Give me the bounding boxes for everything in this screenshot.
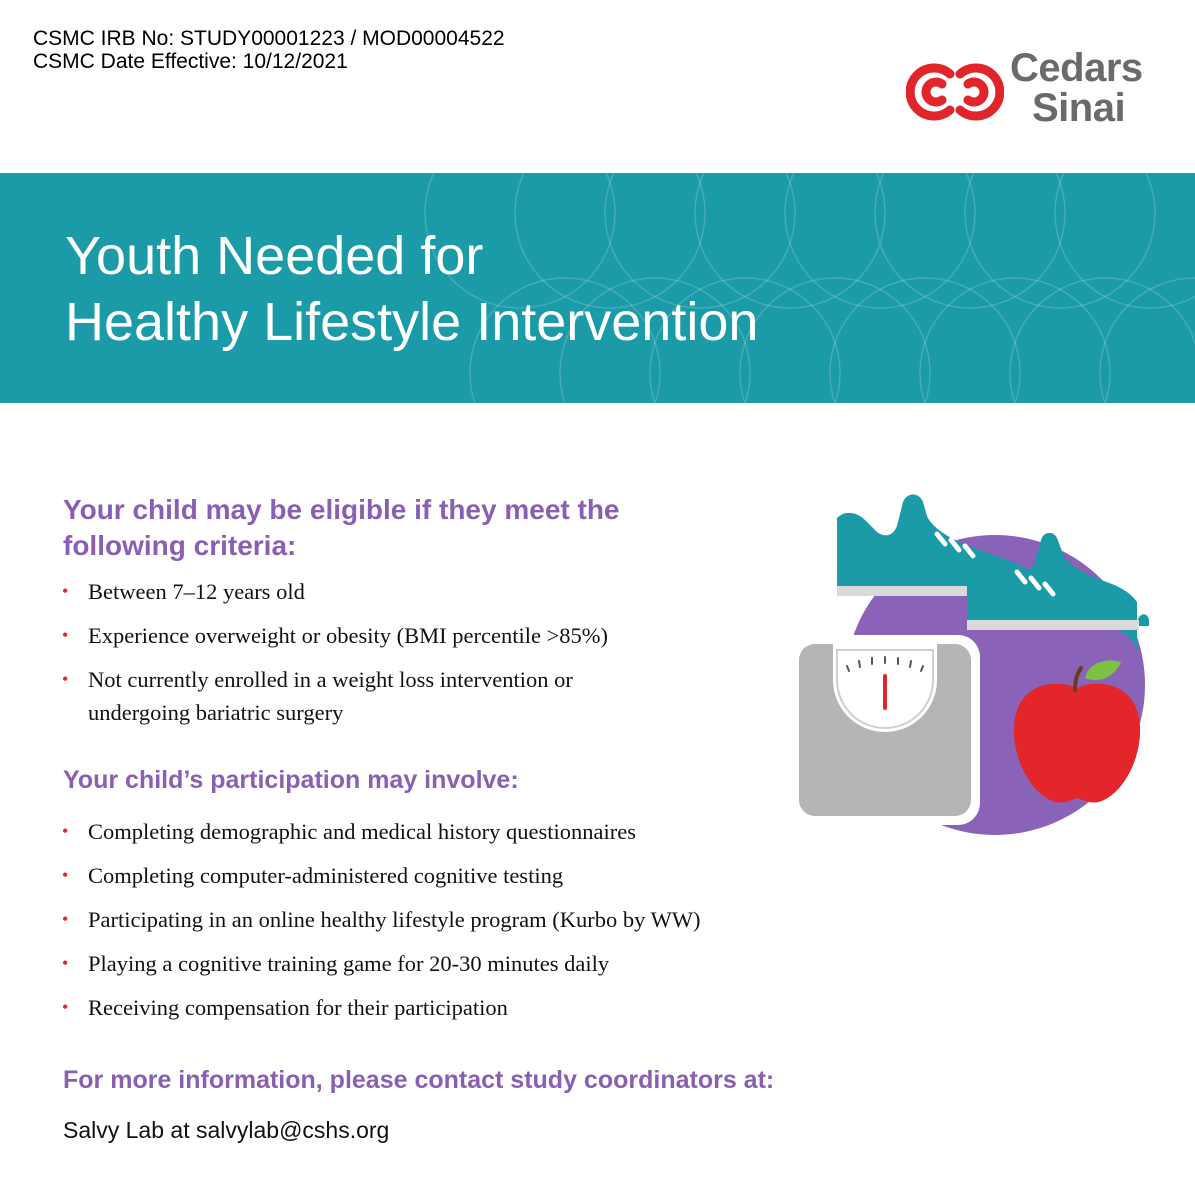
healthy-lifestyle-illustration	[785, 490, 1155, 850]
irb-number: CSMC IRB No: STUDY00001223 / MOD00004522	[33, 27, 505, 50]
scale-icon	[790, 635, 980, 825]
contact-info: Salvy Lab at salvylab@cshs.org	[63, 1117, 390, 1143]
list-item: • Participating in an online healthy lifestyle program (Kurbo by WW)	[60, 903, 701, 936]
list-item: • Experience overweight or obesity (BMI percentile >85%)	[60, 619, 608, 652]
list-item: • Completing computer-administered cognitive testing	[60, 859, 701, 892]
list-item: • Playing a cognitive training game for 20-30 minutes daily	[60, 947, 701, 980]
participation-heading: Your child’s participation may involve:	[63, 766, 519, 794]
logo-line-2: Sinai	[1032, 86, 1126, 130]
eligibility-heading-line-1: Your child may be eligible if they meet the	[63, 494, 620, 525]
eligibility-heading-line-2: following criteria:	[63, 530, 297, 561]
cedars-sinai-logo	[906, 48, 1166, 138]
irb-info	[33, 27, 505, 73]
logo-mark-icon	[906, 52, 1004, 132]
participation-list	[60, 815, 701, 1035]
logo-wordmark	[1010, 48, 1143, 128]
date-effective: CSMC Date Effective: 10/12/2021	[33, 50, 348, 73]
list-item: • Receiving compensation for their participation	[60, 991, 701, 1024]
list-item-line: • Not currently enrolled in a weight loss intervention or	[88, 667, 573, 692]
list-item: • Between 7–12 years old	[60, 575, 608, 608]
eligibility-heading	[63, 492, 620, 564]
title-line-2: Healthy Lifestyle Intervention	[65, 292, 759, 352]
list-item: • Completing demographic and medical history questionnaires	[60, 815, 701, 848]
logo-line-1: Cedars	[1010, 46, 1143, 90]
list-item	[60, 663, 608, 729]
eligibility-list	[60, 575, 608, 740]
contact-heading: For more information, please contact study coordinators at:	[63, 1066, 775, 1094]
title-banner	[0, 173, 1195, 403]
page-title	[65, 223, 758, 355]
title-line-1: Youth Needed for	[65, 226, 484, 286]
list-item-line: undergoing bariatric surgery	[88, 700, 344, 725]
